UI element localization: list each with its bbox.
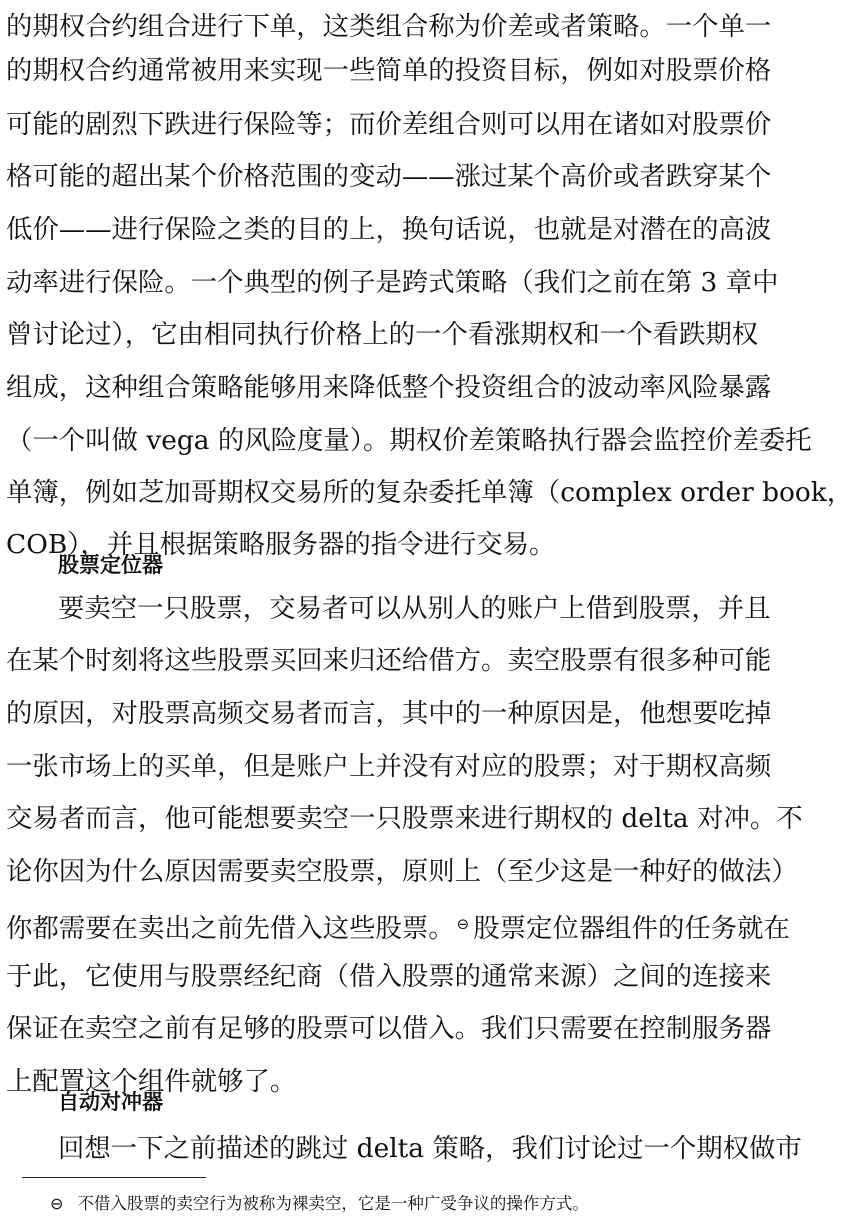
paragraph1-line-10: 单簿，例如芝加哥期权交易所的复杂委托单簿（complex order book， <box>6 477 853 508</box>
paragraph2-line-3: 的原因，对股票高频交易者而言，其中的一种原因是，他想要吃掉 <box>6 698 772 729</box>
paragraph1-line-5: 低价——进行保险之类的目的上，换句话说，也就是对潜在的高波 <box>6 214 772 245</box>
paragraph1-line-9: （一个叫做 vega 的风险度量）。期权价差策略执行器会监控价差委托 <box>6 425 812 456</box>
paragraph2-line-10: 上配置这个组件就够了。 <box>6 1066 297 1097</box>
footnote <box>50 1192 589 1216</box>
paragraph1-line-11: COB），并且根据策略服务器的指令进行交易。 <box>6 529 556 560</box>
paragraph2-line-9: 保证在卖空之前有足够的股票可以借入。我们只需要在控制服务器 <box>6 1013 772 1044</box>
paragraph3-line-1: 回想一下之前描述的跳过 delta 策略，我们讨论过一个期权做市 <box>58 1133 802 1164</box>
paragraph1-line-7: 曾讨论过），它由相同执行价格上的一个看涨期权和一个看跌期权 <box>6 319 759 350</box>
paragraph2-line-1: 要卖空一只股票，交易者可以从别人的账户上借到股票，并且 <box>58 593 771 624</box>
paragraph2-line-5: 交易者而言，他可能想要卖空一只股票来进行期权的 delta 对冲。不 <box>6 803 803 834</box>
paragraph2-line-7-after: 股票定位器组件的任务就在 <box>473 913 790 944</box>
footnote-symbol-icon: ⊖ <box>50 1194 64 1213</box>
footnote-reference-icon: ⊖ <box>456 915 470 933</box>
paragraph2-line-8: 于此，它使用与股票经纪商（借入股票的通常来源）之间的连接来 <box>6 961 772 992</box>
paragraph2-line-7 <box>6 899 790 949</box>
paragraph1-line-2: 的期权合约通常被用来实现一些简单的投资目标，例如对股票价格 <box>6 55 772 86</box>
section-heading-stock-locator: 股票定位器 <box>58 553 163 577</box>
footnote-text: 不借入股票的卖空行为被称为裸卖空，它是一种广受争议的操作方式。 <box>77 1194 589 1213</box>
paragraph2-line-6: 论你因为什么原因需要卖空股票，原则上（至少这是一种好的做法） <box>6 856 798 887</box>
paragraph1-line-6: 动率进行保险。一个典型的例子是跨式策略（我们之前在第 3 章中 <box>6 267 779 298</box>
paragraph2-line-7-before: 你都需要在卖出之前先借入这些股票。 <box>6 913 455 944</box>
footnote-divider <box>22 1177 206 1178</box>
paragraph1-line-8: 组成，这种组合策略能够用来降低整个投资组合的波动率风险暴露 <box>6 372 772 403</box>
section-heading-auto-hedger: 自动对冲器 <box>58 1090 163 1114</box>
paragraph2-line-4: 一张市场上的买单，但是账户上并没有对应的股票；对于期权高频 <box>6 751 772 782</box>
paragraph1-line-3: 可能的剧烈下跌进行保险等；而价差组合则可以用在诸如对股票价 <box>6 109 772 140</box>
paragraph1-line-1: 的期权合约组合进行下单，这类组合称为价差或者策略。一个单一 <box>6 11 772 42</box>
paragraph1-line-4: 格可能的超出某个价格范围的变动——涨过某个高价或者跌穿某个 <box>6 161 772 192</box>
paragraph2-line-2: 在某个时刻将这些股票买回来归还给借方。卖空股票有很多种可能 <box>6 645 772 676</box>
